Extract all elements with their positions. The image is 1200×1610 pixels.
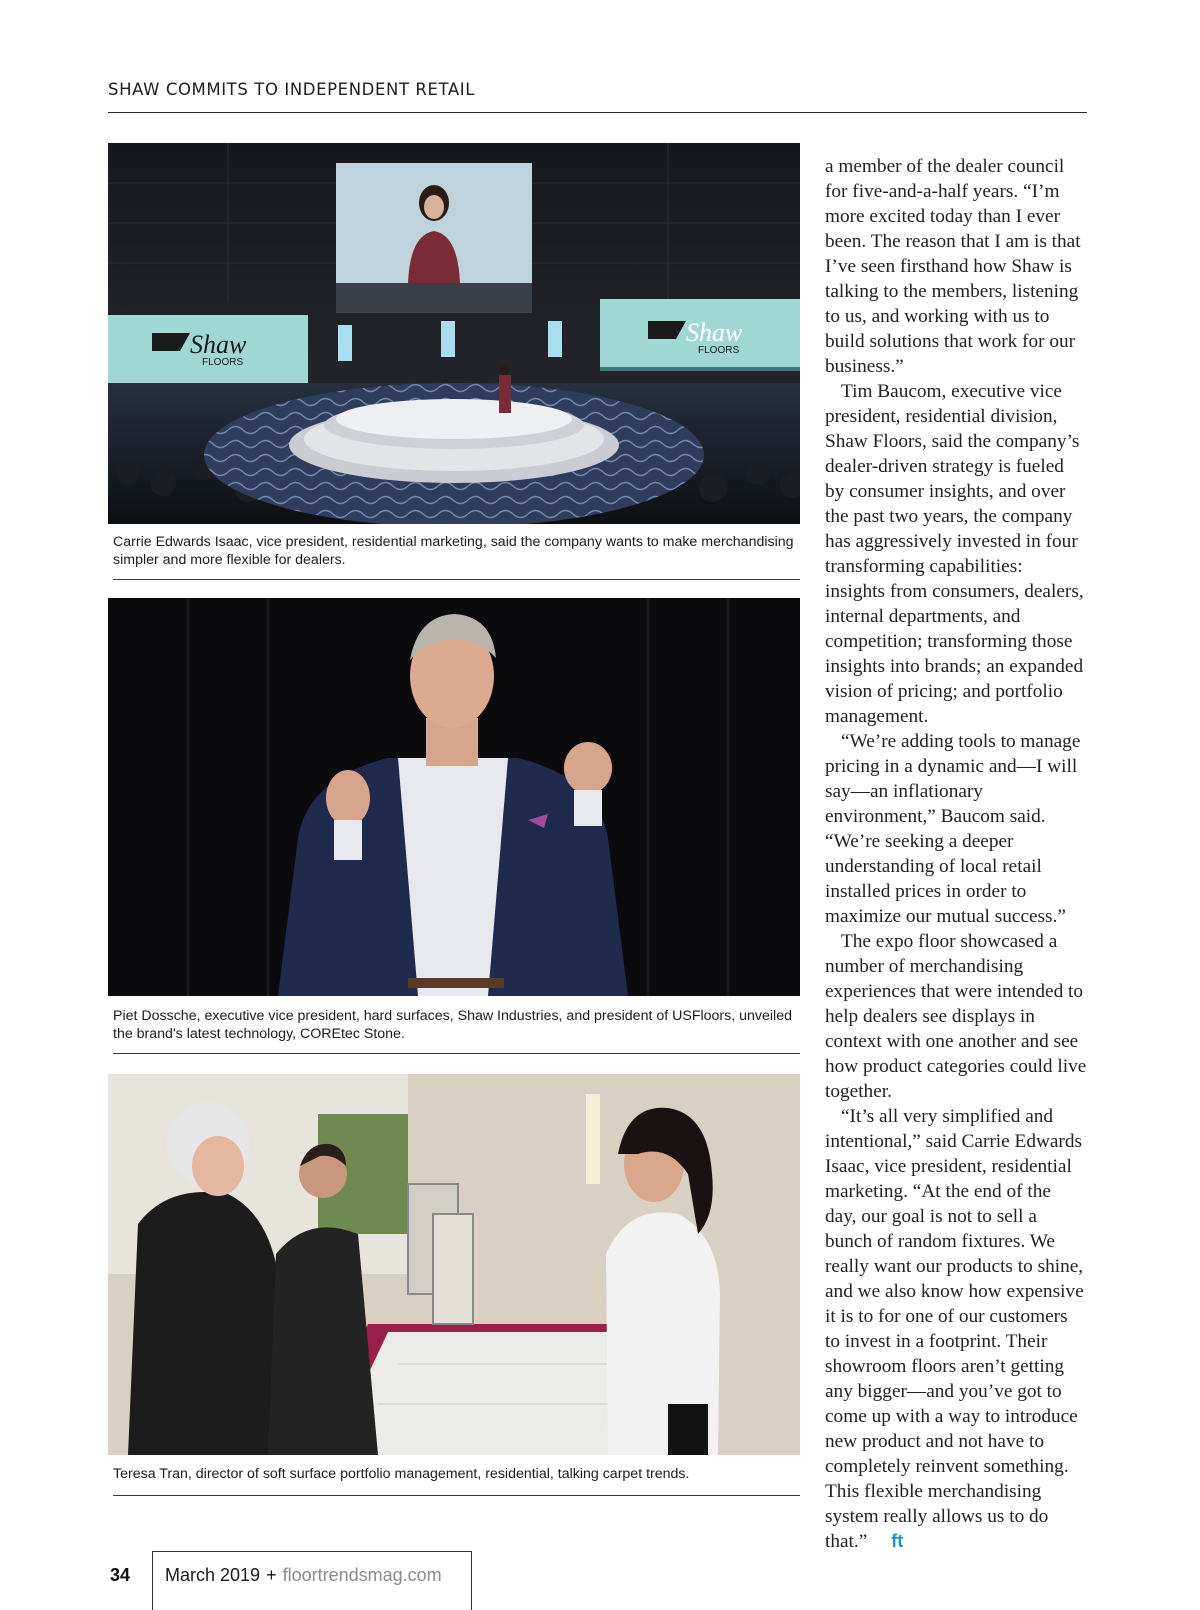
keynote-stage-photo <box>108 143 800 524</box>
page-number: 34 <box>110 1565 131 1585</box>
article-paragraph-2: Tim Baucom, executive vice president, residential division, Shaw Floors, said the company’s dealer-driven strategy is fueled by consumer insights, and over the past two years, the company has aggressively invested in four transforming capabilities: insights from consumers, dealers, internal departments, and competition; transforming those insights into brands; an expanded vision of pricing; and portfolio management. <box>825 381 1084 727</box>
article-paragraph-5: “It’s all very simplified and intentional,” said Carrie Edwards Isaac, vice president, residential marketing. “At the end of the day, our goal is not to sell a bunch of random fixtures. We really want our products to shine, and we also know how expensive it is to for one of our customers to invest in a footprint. Their showroom floors aren’t getting any bigger—and you’ve got to come up with a way to introduce new product and not have to completely reinvent something. This flexible merchandising system really allows us to do that.” <box>825 1106 1084 1552</box>
article-paragraph-4: The expo floor showcased a number of merchandising experiences that were intended to help dealers see displays in context with one another and see how product categories could live together. <box>825 931 1087 1102</box>
running-header: SHAW COMMITS TO INDEPENDENT RETAIL <box>108 80 476 99</box>
article-paragraph-1: a member of the dealer council for five-and-a-half years. “I’m more excited today than I ever been. The reason that I am is that I’ve seen firsthand how Shaw is talking to the members, listening to us, and working with us to build solutions that work for our business.” <box>825 156 1081 377</box>
caption-rule-1 <box>113 579 800 580</box>
header-rule <box>108 112 1087 113</box>
article-paragraph-3: “We’re adding tools to manage pricing in a dynamic and—I will say—an inflationary environment,” Baucom said. “We’re seeking a deeper understanding of local retail installed prices in order to maximize our mutual success.” <box>825 731 1081 927</box>
footer-separator: + <box>266 1565 277 1585</box>
expo-carpet-photo <box>108 1074 800 1455</box>
caption-rule-2 <box>113 1053 800 1054</box>
footer-date: March 2019 <box>165 1565 261 1585</box>
photo-caption-2: Piet Dossche, executive vice president, hard surfaces, Shaw Industries, and president of USFloors, unveiled the brand's latest technology, COREtec Stone. <box>113 1008 792 1042</box>
photo-caption-1: Carrie Edwards Isaac, vice president, residential marketing, said the company wants to make merchandising simpler and more flexible for dealers. <box>113 534 794 568</box>
screen-sub-left: FLOORS <box>202 357 244 368</box>
expo-carpet-illustration <box>108 1074 800 1455</box>
footer-box <box>152 1551 472 1610</box>
speaker-portrait-illustration <box>108 598 800 996</box>
speaker-portrait-photo <box>108 598 800 996</box>
photo-caption-3: Teresa Tran, director of soft surface portfolio management, residential, talking carpet trends. <box>113 1466 690 1482</box>
caption-rule-3 <box>113 1495 800 1496</box>
screen-logo-left: Shaw <box>190 330 247 359</box>
footer-site: floortrendsmag.com <box>282 1565 442 1585</box>
end-mark-logo: ft <box>891 1531 904 1551</box>
screen-logo-right: Shaw <box>686 318 743 347</box>
keynote-stage-illustration <box>108 143 800 524</box>
screen-sub-right: FLOORS <box>698 345 740 356</box>
article-body-column <box>825 154 1087 1554</box>
